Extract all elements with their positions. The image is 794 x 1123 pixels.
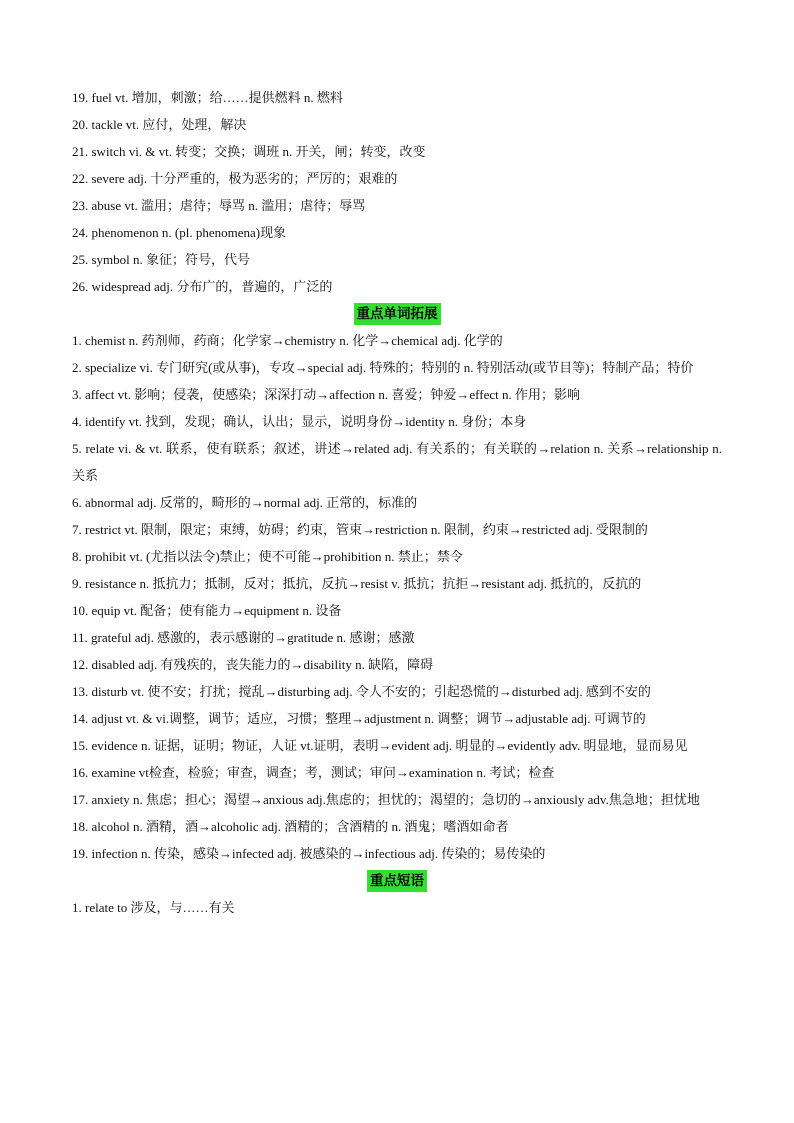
vocab-entry: 1. chemist n. 药剂师，药商；化学家→chemistry n. 化学→chemical adj. 化学的	[72, 333, 503, 348]
vocab-entry: 23. abuse vt. 滥用；虐待；辱骂 n. 滥用；虐待；辱骂	[72, 198, 366, 213]
vocab-entry: 2. specialize vi. 专门研究(或从事)，专攻→special adj. 特殊的；特别的 n. 特别活动(或节目等)；特制产品；特价	[72, 360, 694, 375]
vocab-entry: 6. abnormal adj. 反常的，畸形的→normal adj. 正常的，标准的	[72, 495, 418, 510]
content-column	[72, 84, 722, 921]
vocab-entry: 15. evidence n. 证据，证明；物证，人证 vt.证明，表明→evident adj. 明显的→evidently adv. 明显地，显而易见	[72, 738, 688, 753]
vocab-entry: 7. restrict vt. 限制，限定；束缚，妨碍；约束，管束→restriction n. 限制，约束→restricted adj. 受限制的	[72, 522, 648, 537]
phrase-entry: 1. relate to 涉及，与……有关	[72, 900, 235, 915]
vocab-entry: 16. examine vt检查，检验；审查，调查；考，测试；审问→examination n. 考试；检查	[72, 765, 555, 780]
section-heading-wrapper	[72, 867, 722, 894]
vocab-entry: 24. phenomenon n. (pl. phenomena)现象	[72, 225, 287, 240]
vocab-entry: 11. grateful adj. 感激的，表示感谢的→gratitude n. 感谢；感激	[72, 630, 415, 645]
vocab-entry: 19. infection n. 传染，感染→infected adj. 被感染的→infectious adj. 传染的；易传染的	[72, 846, 546, 861]
vocab-entry: 10. equip vt. 配备；使有能力→equipment n. 设备	[72, 603, 342, 618]
vocab-entry: 12. disabled adj. 有残疾的，丧失能力的→disability n. 缺陷，障碍	[72, 657, 434, 672]
vocab-entry: 14. adjust vt. & vi.调整，调节；适应，习惯；整理→adjustment n. 调整；调节→adjustable adj. 可调节的	[72, 711, 646, 726]
vocab-entry: 20. tackle vt. 应付，处理，解决	[72, 117, 247, 132]
vocab-entry: 22. severe adj. 十分严重的，极为恶劣的；严厉的；艰难的	[72, 171, 398, 186]
vocab-entry: 25. symbol n. 象征；符号，代号	[72, 252, 251, 267]
vocab-entry: 8. prohibit vt. (尤指以法令)禁止；使不可能→prohibition n. 禁止；禁令	[72, 549, 463, 564]
section-heading-phrases: 重点短语	[367, 870, 427, 892]
vocab-entry: 17. anxiety n. 焦虑；担心；渴望→anxious adj.焦虑的；担忧的；渴望的；急切的→anxiously adv.焦急地；担忧地	[72, 792, 700, 807]
vocab-entry: 4. identify vt. 找到，发现；确认，认出；显示，说明身份→identity n. 身份；本身	[72, 414, 527, 429]
vocab-entry: 18. alcohol n. 酒精，酒→alcoholic adj. 酒精的；含酒精的 n. 酒鬼；嗜酒如命者	[72, 819, 509, 834]
vocab-entry: 19. fuel vt. 增加，刺激；给……提供燃料 n. 燃料	[72, 90, 343, 105]
section-heading-wrapper	[72, 300, 722, 327]
vocab-entry: 13. disturb vt. 使不安；打扰；搅乱→disturbing adj. 令人不安的；引起恐慌的→disturbed adj. 感到不安的	[72, 684, 651, 699]
vocab-entry: 21. switch vi. & vt. 转变；交换；调班 n. 开关，闸；转变，改变	[72, 144, 426, 159]
vocab-entry: 26. widespread adj. 分布广的，普遍的，广泛的	[72, 279, 333, 294]
section-heading-expansion: 重点单词拓展	[354, 303, 441, 325]
vocab-entry: 3. affect vt. 影响；侵袭，使感染；深深打动→affection n. 喜爱；钟爱→effect n. 作用；影响	[72, 387, 581, 402]
vocab-entry: 9. resistance n. 抵抗力；抵制，反对；抵抗，反抗→resist v. 抵抗；抗拒→resistant adj. 抵抗的，反抗的	[72, 576, 642, 591]
vocab-entry: 5. relate vi. & vt. 联系，使有联系；叙述，讲述→related adj. 有关系的；有关联的→relation n. 关系→relationship n. 关系	[72, 441, 722, 483]
